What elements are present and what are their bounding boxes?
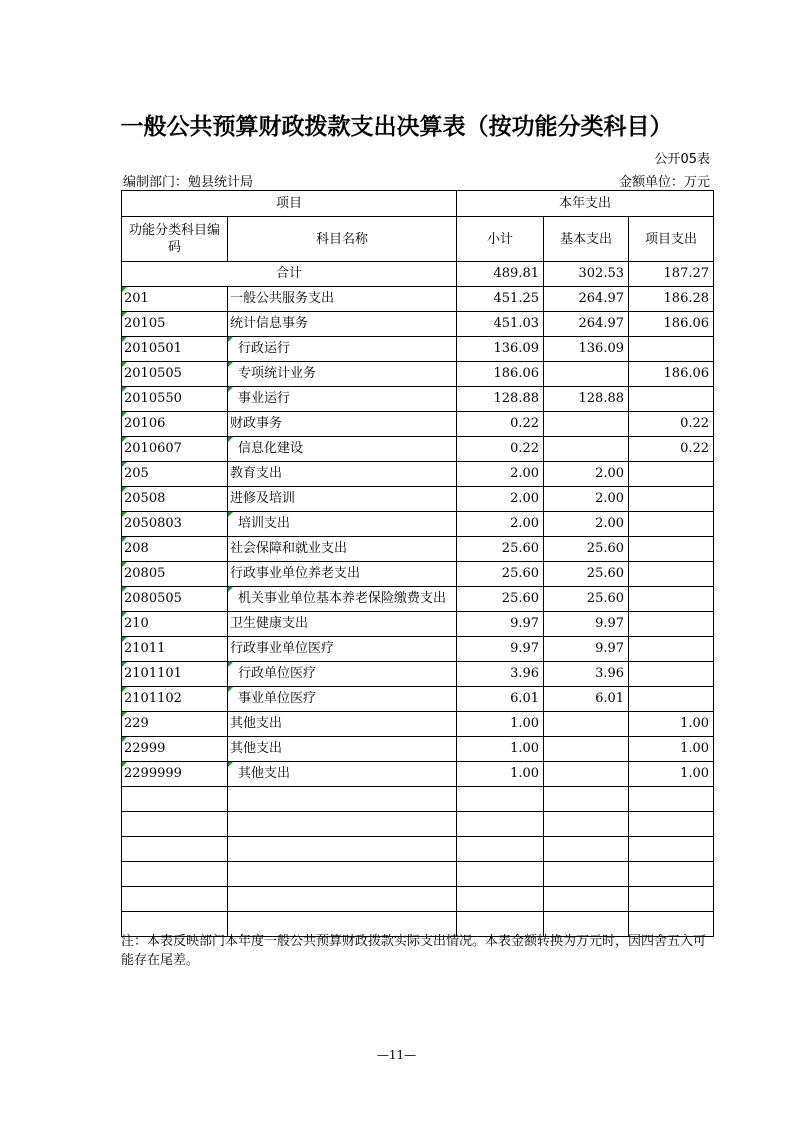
cell-marker-icon [122,737,127,742]
cell-marker-icon [228,662,233,667]
empty-cell [457,837,544,862]
row-code [122,612,228,637]
row-project [629,387,714,412]
empty-cell [122,812,228,837]
row-subtotal-text: 186.06 [493,366,540,381]
empty-row [122,812,714,837]
row-project [629,637,714,662]
row-code-text: 2010505 [124,366,182,381]
row-code [122,562,228,587]
row-subtotal [457,412,544,437]
row-project-text: 0.22 [680,441,710,456]
row-name-text: 行政事业单位养老支出 [230,566,361,581]
row-code [122,362,228,387]
row-project-text: 186.06 [663,316,710,331]
row-basic [544,412,629,437]
row-subtotal-text: 0.22 [510,441,540,456]
row-basic [544,462,629,487]
row-subtotal-text: 9.97 [510,616,540,631]
row-basic [544,487,629,512]
empty-cell [228,787,457,812]
row-name [228,612,457,637]
cell-marker-icon [228,387,233,392]
row-name [228,462,457,487]
row-code-text: 2010607 [124,441,182,456]
cell-marker-icon [228,362,233,367]
row-code [122,737,228,762]
empty-cell [544,887,629,912]
row-name [228,362,457,387]
table-row [122,437,714,462]
form-code: 公开05表 [654,152,710,167]
row-code-text: 205 [124,466,149,481]
cell-marker-icon [228,512,233,517]
row-name-text: 事业单位医疗 [238,691,317,706]
row-basic-text: 6.01 [595,691,625,706]
row-name [228,537,457,562]
header-project-exp: 项目支出 [629,217,714,262]
cell-marker-icon [228,762,233,767]
row-name [228,712,457,737]
row-name-text: 事业运行 [238,391,291,406]
row-name-text: 教育支出 [230,466,283,481]
row-project [629,687,714,712]
row-subtotal-text: 451.25 [493,291,540,306]
row-code-text: 20106 [124,416,166,431]
row-subtotal-text: 6.01 [510,691,540,706]
row-name [228,487,457,512]
table-row [122,587,714,612]
header-subtotal: 小计 [457,217,544,262]
row-subtotal-text: 25.60 [501,566,540,581]
row-project [629,737,714,762]
row-name-text: 其他支出 [230,716,283,731]
row-name-text: 一般公共服务支出 [230,291,335,306]
row-name-text: 卫生健康支出 [230,616,309,631]
row-project [629,362,714,387]
row-subtotal [457,362,544,387]
row-subtotal [457,487,544,512]
row-subtotal [457,512,544,537]
empty-cell [629,787,714,812]
empty-cell [122,837,228,862]
row-name-text: 进修及培训 [230,491,296,506]
row-project [629,437,714,462]
row-project [629,462,714,487]
row-subtotal [457,437,544,462]
table-row [122,662,714,687]
row-project-text: 186.06 [663,366,710,381]
empty-cell [457,887,544,912]
row-code-text: 20805 [124,566,166,581]
empty-row [122,862,714,887]
cell-marker-icon [228,587,233,592]
cell-marker-icon [122,287,127,292]
row-project [629,712,714,737]
empty-cell [122,887,228,912]
table-row [122,487,714,512]
row-subtotal-text: 2.00 [510,466,540,481]
row-code-text: 208 [124,541,149,556]
row-project [629,537,714,562]
row-code-text: 22999 [124,741,166,756]
row-name [228,387,457,412]
cell-marker-icon [122,562,127,567]
header-code: 功能分类科目编码 [122,217,228,262]
cell-marker-icon [122,387,127,392]
row-project [629,587,714,612]
row-subtotal [457,712,544,737]
empty-cell [228,812,457,837]
row-subtotal [457,687,544,712]
row-project-text: 1.00 [680,716,710,731]
empty-cell [457,862,544,887]
row-name-text: 行政事业单位医疗 [230,641,335,656]
row-code [122,287,228,312]
page-number: —11— [376,1048,417,1062]
table-row [122,287,714,312]
cell-marker-icon [122,462,127,467]
row-name [228,337,457,362]
row-code [122,687,228,712]
row-name-text: 培训支出 [238,516,291,531]
cell-marker-icon [122,312,127,317]
row-name-text: 统计信息事务 [230,316,309,331]
table-row [122,637,714,662]
row-project [629,487,714,512]
table-row [122,712,714,737]
empty-row [122,837,714,862]
row-code-text: 2101101 [124,666,182,681]
department-label: 编制部门：勉县统计局 [123,175,254,190]
row-basic [544,512,629,537]
row-basic-text: 25.60 [586,591,625,606]
row-code-text: 20105 [124,316,166,331]
row-subtotal [457,287,544,312]
row-code [122,587,228,612]
row-basic [544,437,629,462]
table-row [122,337,714,362]
header-row-1 [122,191,714,217]
row-code-text: 201 [124,291,149,306]
cell-marker-icon [228,337,233,342]
row-code-text: 210 [124,616,149,631]
row-subtotal-text: 1.00 [510,741,540,756]
row-subtotal [457,737,544,762]
row-subtotal [457,312,544,337]
row-subtotal-text: 25.60 [501,591,540,606]
row-name-text: 机关事业单位基本养老保险缴费支出 [238,591,447,606]
empty-cell [629,837,714,862]
empty-cell [228,837,457,862]
empty-cell [544,787,629,812]
empty-cell [228,887,457,912]
row-code [122,537,228,562]
row-basic [544,687,629,712]
row-name [228,312,457,337]
row-basic [544,362,629,387]
row-name [228,762,457,787]
row-basic [544,587,629,612]
row-name-text: 财政事务 [230,416,283,431]
empty-cell [629,887,714,912]
row-name-text: 行政单位医疗 [238,666,317,681]
row-project [629,512,714,537]
row-subtotal [457,612,544,637]
row-basic [544,312,629,337]
row-basic [544,737,629,762]
row-basic [544,762,629,787]
empty-cell [457,812,544,837]
cell-marker-icon [122,537,127,542]
row-basic [544,562,629,587]
row-subtotal [457,537,544,562]
row-subtotal [457,662,544,687]
cell-marker-icon [122,612,127,617]
row-code [122,637,228,662]
header-project: 项目 [122,191,457,217]
row-project-text: 1.00 [680,766,710,781]
row-code [122,662,228,687]
row-name-text: 专项统计业务 [238,366,317,381]
row-subtotal-text: 128.88 [493,391,540,406]
row-subtotal-text: 9.97 [510,641,540,656]
empty-row [122,787,714,812]
table-row [122,462,714,487]
row-code [122,337,228,362]
empty-cell [544,837,629,862]
total-project: 187.27 [629,262,714,287]
row-code-text: 2010501 [124,341,182,356]
row-code-text: 2050803 [124,516,182,531]
table-row [122,762,714,787]
row-code-text: 20508 [124,491,166,506]
row-basic-text: 2.00 [595,466,625,481]
row-project [629,337,714,362]
row-code [122,312,228,337]
row-project [629,287,714,312]
cell-marker-icon [122,587,127,592]
cell-marker-icon [122,487,127,492]
row-name-text: 其他支出 [238,766,291,781]
row-basic-text: 3.96 [595,666,625,681]
row-subtotal [457,762,544,787]
row-subtotal [457,562,544,587]
row-name [228,737,457,762]
row-name-text: 信息化建设 [238,441,304,456]
empty-cell [122,787,228,812]
row-name-text: 社会保障和就业支出 [230,541,348,556]
row-name-text: 行政运行 [238,341,291,356]
row-basic-text: 2.00 [595,516,625,531]
row-name [228,437,457,462]
row-subtotal-text: 0.22 [510,416,540,431]
row-code-text: 2299999 [124,766,182,781]
header-basic: 基本支出 [544,217,629,262]
cell-marker-icon [122,637,127,642]
row-code [122,762,228,787]
row-name [228,662,457,687]
table-row [122,512,714,537]
row-subtotal [457,387,544,412]
row-basic-text: 128.88 [578,391,625,406]
row-code [122,437,228,462]
row-project-text: 1.00 [680,741,710,756]
row-basic [544,612,629,637]
row-basic-text: 2.00 [595,491,625,506]
empty-row [122,887,714,912]
cell-marker-icon [228,687,233,692]
total-label: 合计 [122,262,457,287]
row-project [629,612,714,637]
row-subtotal-text: 3.96 [510,666,540,681]
header-row-2 [122,217,714,262]
row-code-text: 21011 [124,641,166,656]
row-subtotal [457,462,544,487]
empty-cell [457,787,544,812]
footnote: 注：本表反映部门本年度一般公共预算财政拨款实际支出情况。本表金额转换为万元时，因四舍五入可能存在尾差。 [121,934,707,968]
row-name [228,587,457,612]
row-name [228,687,457,712]
row-project-text: 0.22 [680,416,710,431]
row-basic [544,637,629,662]
cell-marker-icon [122,412,127,417]
row-subtotal-text: 2.00 [510,516,540,531]
table-row [122,687,714,712]
empty-cell [228,862,457,887]
row-project [629,562,714,587]
unit-label: 金额单位：万元 [618,175,710,190]
header-name: 科目名称 [228,217,457,262]
row-basic [544,712,629,737]
row-basic-text: 264.97 [578,316,625,331]
row-basic [544,537,629,562]
row-project [629,412,714,437]
cell-marker-icon [122,662,127,667]
row-name [228,637,457,662]
total-basic: 302.53 [544,262,629,287]
row-project [629,662,714,687]
row-code [122,512,228,537]
cell-marker-icon [228,437,233,442]
row-code-text: 2101102 [124,691,182,706]
cell-marker-icon [122,337,127,342]
empty-cell [629,812,714,837]
row-code [122,487,228,512]
cell-marker-icon [122,687,127,692]
row-code-text: 229 [124,716,149,731]
row-name [228,562,457,587]
row-subtotal-text: 1.00 [510,766,540,781]
total-row [122,262,714,287]
table-row [122,562,714,587]
row-basic [544,287,629,312]
row-project [629,762,714,787]
row-basic [544,387,629,412]
table-row [122,737,714,762]
row-code [122,712,228,737]
row-basic-text: 25.60 [586,566,625,581]
page-title: 一般公共预算财政拨款支出决算表（按功能分类科目） [120,114,673,140]
expenditure-table [121,190,714,937]
row-basic [544,337,629,362]
header-current-year: 本年支出 [457,191,714,217]
row-name [228,287,457,312]
row-basic [544,662,629,687]
row-name [228,512,457,537]
row-subtotal [457,637,544,662]
cell-marker-icon [122,437,127,442]
row-code-text: 2010550 [124,391,182,406]
row-basic-text: 25.60 [586,541,625,556]
row-basic-text: 9.97 [595,641,625,656]
empty-cell [544,812,629,837]
table-row [122,312,714,337]
row-project-text: 186.28 [663,291,710,306]
row-code [122,412,228,437]
empty-cell [544,862,629,887]
row-code-text: 2080505 [124,591,182,606]
table-row [122,412,714,437]
row-basic-text: 264.97 [578,291,625,306]
row-name-text: 其他支出 [230,741,283,756]
row-name [228,412,457,437]
cell-marker-icon [122,712,127,717]
total-subtotal: 489.81 [457,262,544,287]
table-row [122,387,714,412]
table-row [122,362,714,387]
cell-marker-icon [122,512,127,517]
row-code [122,387,228,412]
row-subtotal-text: 451.03 [493,316,540,331]
row-code [122,462,228,487]
empty-cell [629,862,714,887]
row-subtotal-text: 25.60 [501,541,540,556]
row-subtotal-text: 2.00 [510,491,540,506]
table-row [122,612,714,637]
row-project [629,312,714,337]
row-basic-text: 9.97 [595,616,625,631]
empty-cell [122,862,228,887]
row-subtotal [457,587,544,612]
row-basic-text: 136.09 [578,341,625,356]
cell-marker-icon [122,362,127,367]
row-subtotal-text: 1.00 [510,716,540,731]
cell-marker-icon [122,762,127,767]
row-subtotal-text: 136.09 [493,341,540,356]
table-row [122,537,714,562]
row-subtotal [457,337,544,362]
